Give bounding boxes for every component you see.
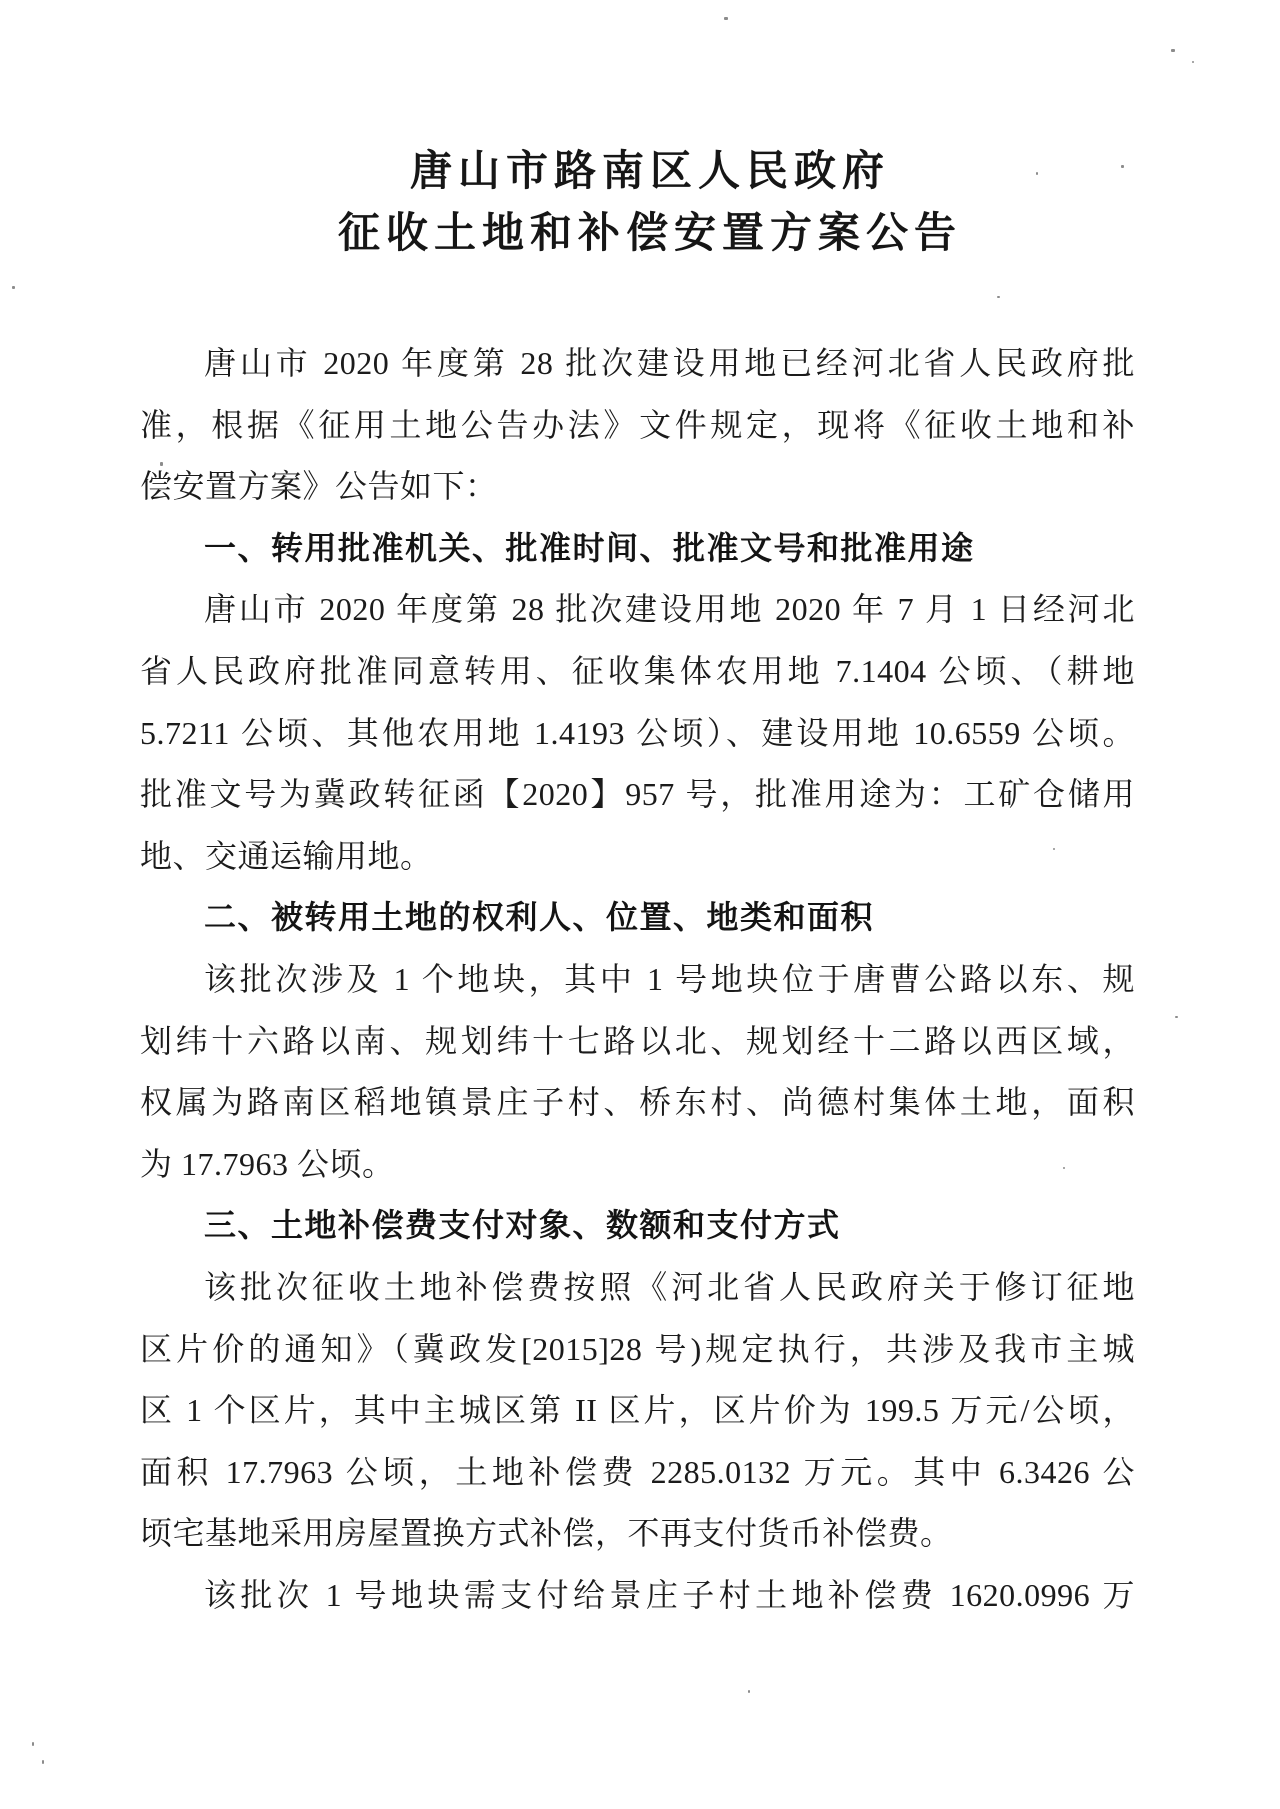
document-title bbox=[140, 140, 1160, 264]
document-line: 划纬十六路以南、规划纬十七路以北、规划经十二路以西区域， bbox=[140, 1022, 1135, 1059]
scan-speck bbox=[12, 286, 15, 289]
document-line: 批准文号为冀政转征函【2020】957 号，批准用途为：工矿仓储用 bbox=[140, 776, 1135, 813]
scan-speck bbox=[748, 1690, 750, 1693]
document-line: 区片价的通知》（冀政发[2015]28 号)规定执行，共涉及我市主城 bbox=[140, 1330, 1135, 1367]
section-heading-3: 三、土地补偿费支付对象、数额和支付方式 bbox=[204, 1207, 841, 1244]
scan-speck bbox=[724, 17, 728, 20]
document-line: 准，根据《征用土地公告办法》文件规定，现将《征收土地和补 bbox=[140, 406, 1135, 443]
document-line: 该批次涉及 1 个地块，其中 1 号地块位于唐曹公路以东、规 bbox=[204, 960, 1135, 997]
document-line: 唐山市 2020 年度第 28 批次建设用地 2020 年 7 月 1 日经河北 bbox=[204, 591, 1135, 628]
document-title-line1: 唐山市路南区人民政府 bbox=[409, 147, 890, 194]
document-line: 偿安置方案》公告如下： bbox=[140, 468, 498, 505]
scan-speck bbox=[42, 1760, 44, 1764]
document-line: 为 17.7963 公顷。 bbox=[140, 1145, 395, 1182]
scan-speck bbox=[1175, 1016, 1178, 1018]
document-line: 顷宅基地采用房屋置换方式补偿，不再支付货币补偿费。 bbox=[140, 1515, 953, 1552]
document-line: 该批次 1 号地块需支付给景庄子村土地补偿费 1620.0996 万 bbox=[204, 1576, 1135, 1613]
document-line: 该批次征收土地补偿费按照《河北省人民政府关于修订征地 bbox=[204, 1268, 1135, 1305]
document-line: 面积 17.7963 公顷，土地补偿费 2285.0132 万元。其中 6.3426 公 bbox=[140, 1453, 1135, 1490]
document-line: 区 1 个区片，其中主城区第 II 区片，区片价为 199.5 万元/公顷， bbox=[140, 1392, 1135, 1429]
section-heading-1: 一、转用批准机关、批准时间、批准文号和批准用途 bbox=[204, 529, 975, 566]
document-line: 省人民政府批准同意转用、征收集体农用地 7.1404 公顷、（耕地 bbox=[140, 652, 1135, 689]
scan-speck bbox=[997, 296, 1000, 298]
scan-speck bbox=[32, 1742, 34, 1746]
document-line: 权属为路南区稻地镇景庄子村、桥东村、尚德村集体土地，面积 bbox=[140, 1084, 1135, 1121]
document-title-line2: 征收土地和补偿安置方案公告 bbox=[337, 209, 962, 256]
document-body bbox=[140, 333, 1135, 1626]
scan-speck bbox=[1192, 61, 1194, 63]
document-line: 地、交通运输用地。 bbox=[140, 837, 433, 874]
section-heading-2: 二、被转用土地的权利人、位置、地类和面积 bbox=[204, 899, 875, 936]
scan-speck bbox=[1171, 49, 1175, 52]
document-line: 5.7211 公顷、其他农用地 1.4193 公顷）、建设用地 10.6559 公顷。 bbox=[140, 714, 1135, 751]
document-line: 唐山市 2020 年度第 28 批次建设用地已经河北省人民政府批 bbox=[204, 345, 1135, 381]
